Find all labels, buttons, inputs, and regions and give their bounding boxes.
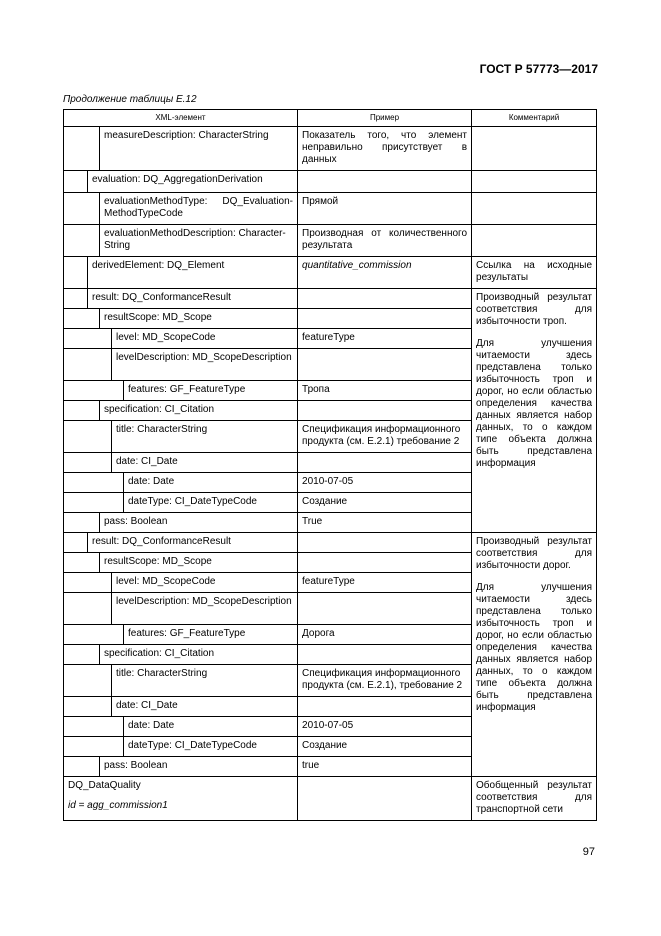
comment-cell <box>472 533 597 777</box>
table-row <box>64 289 597 309</box>
xml-cell: pass: Boolean <box>100 513 298 533</box>
table-row <box>64 257 597 289</box>
xml-cell: date: CI_Date <box>112 453 298 473</box>
xml-cell: level: MD_ScopeCode <box>112 573 298 593</box>
xml-cell: specification: CI_Citation <box>100 401 298 421</box>
standard-number: ГОСТ Р 57773—2017 <box>479 62 598 76</box>
example-cell: Производная от количественного результата <box>298 225 472 257</box>
xml-cell: derivedElement: DQ_Element <box>88 257 298 289</box>
comment-cell <box>472 289 597 533</box>
xml-cell: evaluationMethodDescription: Character-String <box>100 225 298 257</box>
xml-table <box>63 109 597 821</box>
example-cell: featureType <box>298 573 472 593</box>
example-cell: Показатель того, что элемент неправильно присутствует в данных <box>298 127 472 171</box>
xml-cell: title: CharacterString <box>112 421 298 453</box>
comment-cell: Обобщенный результат соответствия для транспортной сети <box>472 777 597 821</box>
xml-cell: pass: Boolean <box>100 757 298 777</box>
xml-cell: features: GF_FeatureType <box>124 381 298 401</box>
example-cell: Тропа <box>298 381 472 401</box>
table-row <box>64 777 597 821</box>
example-cell: Создание <box>298 493 472 513</box>
comment-text: Производный результат соответствия для избыточности троп. <box>476 292 593 327</box>
xml-cell: features: GF_FeatureType <box>124 625 298 645</box>
xml-cell <box>64 777 298 821</box>
xml-cell: date: Date <box>124 473 298 493</box>
example-cell: featureType <box>298 329 472 349</box>
comment-text: Производный результат соответствия для избыточности дорог. <box>476 536 593 571</box>
page-number: 97 <box>582 846 595 858</box>
example-cell: quantitative_commission <box>298 257 472 289</box>
example-cell: True <box>298 513 472 533</box>
xml-cell: date: CI_Date <box>112 697 298 717</box>
xml-cell: date: Date <box>124 717 298 737</box>
example-cell: Дорога <box>298 625 472 645</box>
table-row <box>64 533 597 553</box>
example-cell: 2010-07-05 <box>298 717 472 737</box>
comment-text: Для улучшения читаемости здесь представлена только избыточность троп и дорог, но если областью определения качества данных является набор данных, то о каждом типе объекта должна быть представлена информация <box>476 582 593 713</box>
xml-cell: dateType: CI_DateTypeCode <box>124 493 298 513</box>
xml-cell: measureDescription: CharacterString <box>100 127 298 171</box>
xml-cell: resultScope: MD_Scope <box>100 553 298 573</box>
header-xml: XML-элемент <box>64 110 298 127</box>
xml-cell: dateType: CI_DateTypeCode <box>124 737 298 757</box>
comment-cell: Ссылка на исходные результаты <box>472 257 597 289</box>
xml-cell: evaluation: DQ_AggregationDerivation <box>88 171 298 193</box>
table-row <box>64 193 597 225</box>
xml-cell: level: MD_ScopeCode <box>112 329 298 349</box>
xml-cell: result: DQ_ConformanceResult <box>88 533 298 553</box>
table-header-row <box>64 110 597 127</box>
table-caption: Продолжение таблицы Е.12 <box>63 94 197 105</box>
comment-text: Для улучшения читаемости здесь представлена только избыточность троп и дорог, но если областью определения качества данных является набор данных, то о каждом типе объекта должна быть представлена информация <box>476 338 593 469</box>
xml-cell: evaluationMethodType: DQ_Evaluation-MethodTypeCode <box>100 193 298 225</box>
xml-cell: resultScope: MD_Scope <box>100 309 298 329</box>
example-cell: true <box>298 757 472 777</box>
xml-cell: result: DQ_ConformanceResult <box>88 289 298 309</box>
xml-cell: specification: CI_Citation <box>100 645 298 665</box>
example-cell: Спецификация информационного продукта (см. Е.2.1), требование 2 <box>298 665 472 697</box>
table-row <box>64 225 597 257</box>
xml-cell: levelDescription: MD_ScopeDescription <box>112 593 298 625</box>
header-comment: Комментарий <box>472 110 597 127</box>
example-cell: Прямой <box>298 193 472 225</box>
xml-cell: title: CharacterString <box>112 665 298 697</box>
example-cell: Создание <box>298 737 472 757</box>
table-row <box>64 171 597 193</box>
example-cell: 2010-07-05 <box>298 473 472 493</box>
xml-cell: levelDescription: MD_ScopeDescription <box>112 349 298 381</box>
xml-element-id: id = agg_commission1 <box>68 800 168 811</box>
example-cell: Спецификация информационного продукта (см. Е.2.1) требование 2 <box>298 421 472 453</box>
header-example: Пример <box>298 110 472 127</box>
xml-element-name: DQ_DataQuality <box>68 780 141 791</box>
table-row <box>64 127 597 171</box>
